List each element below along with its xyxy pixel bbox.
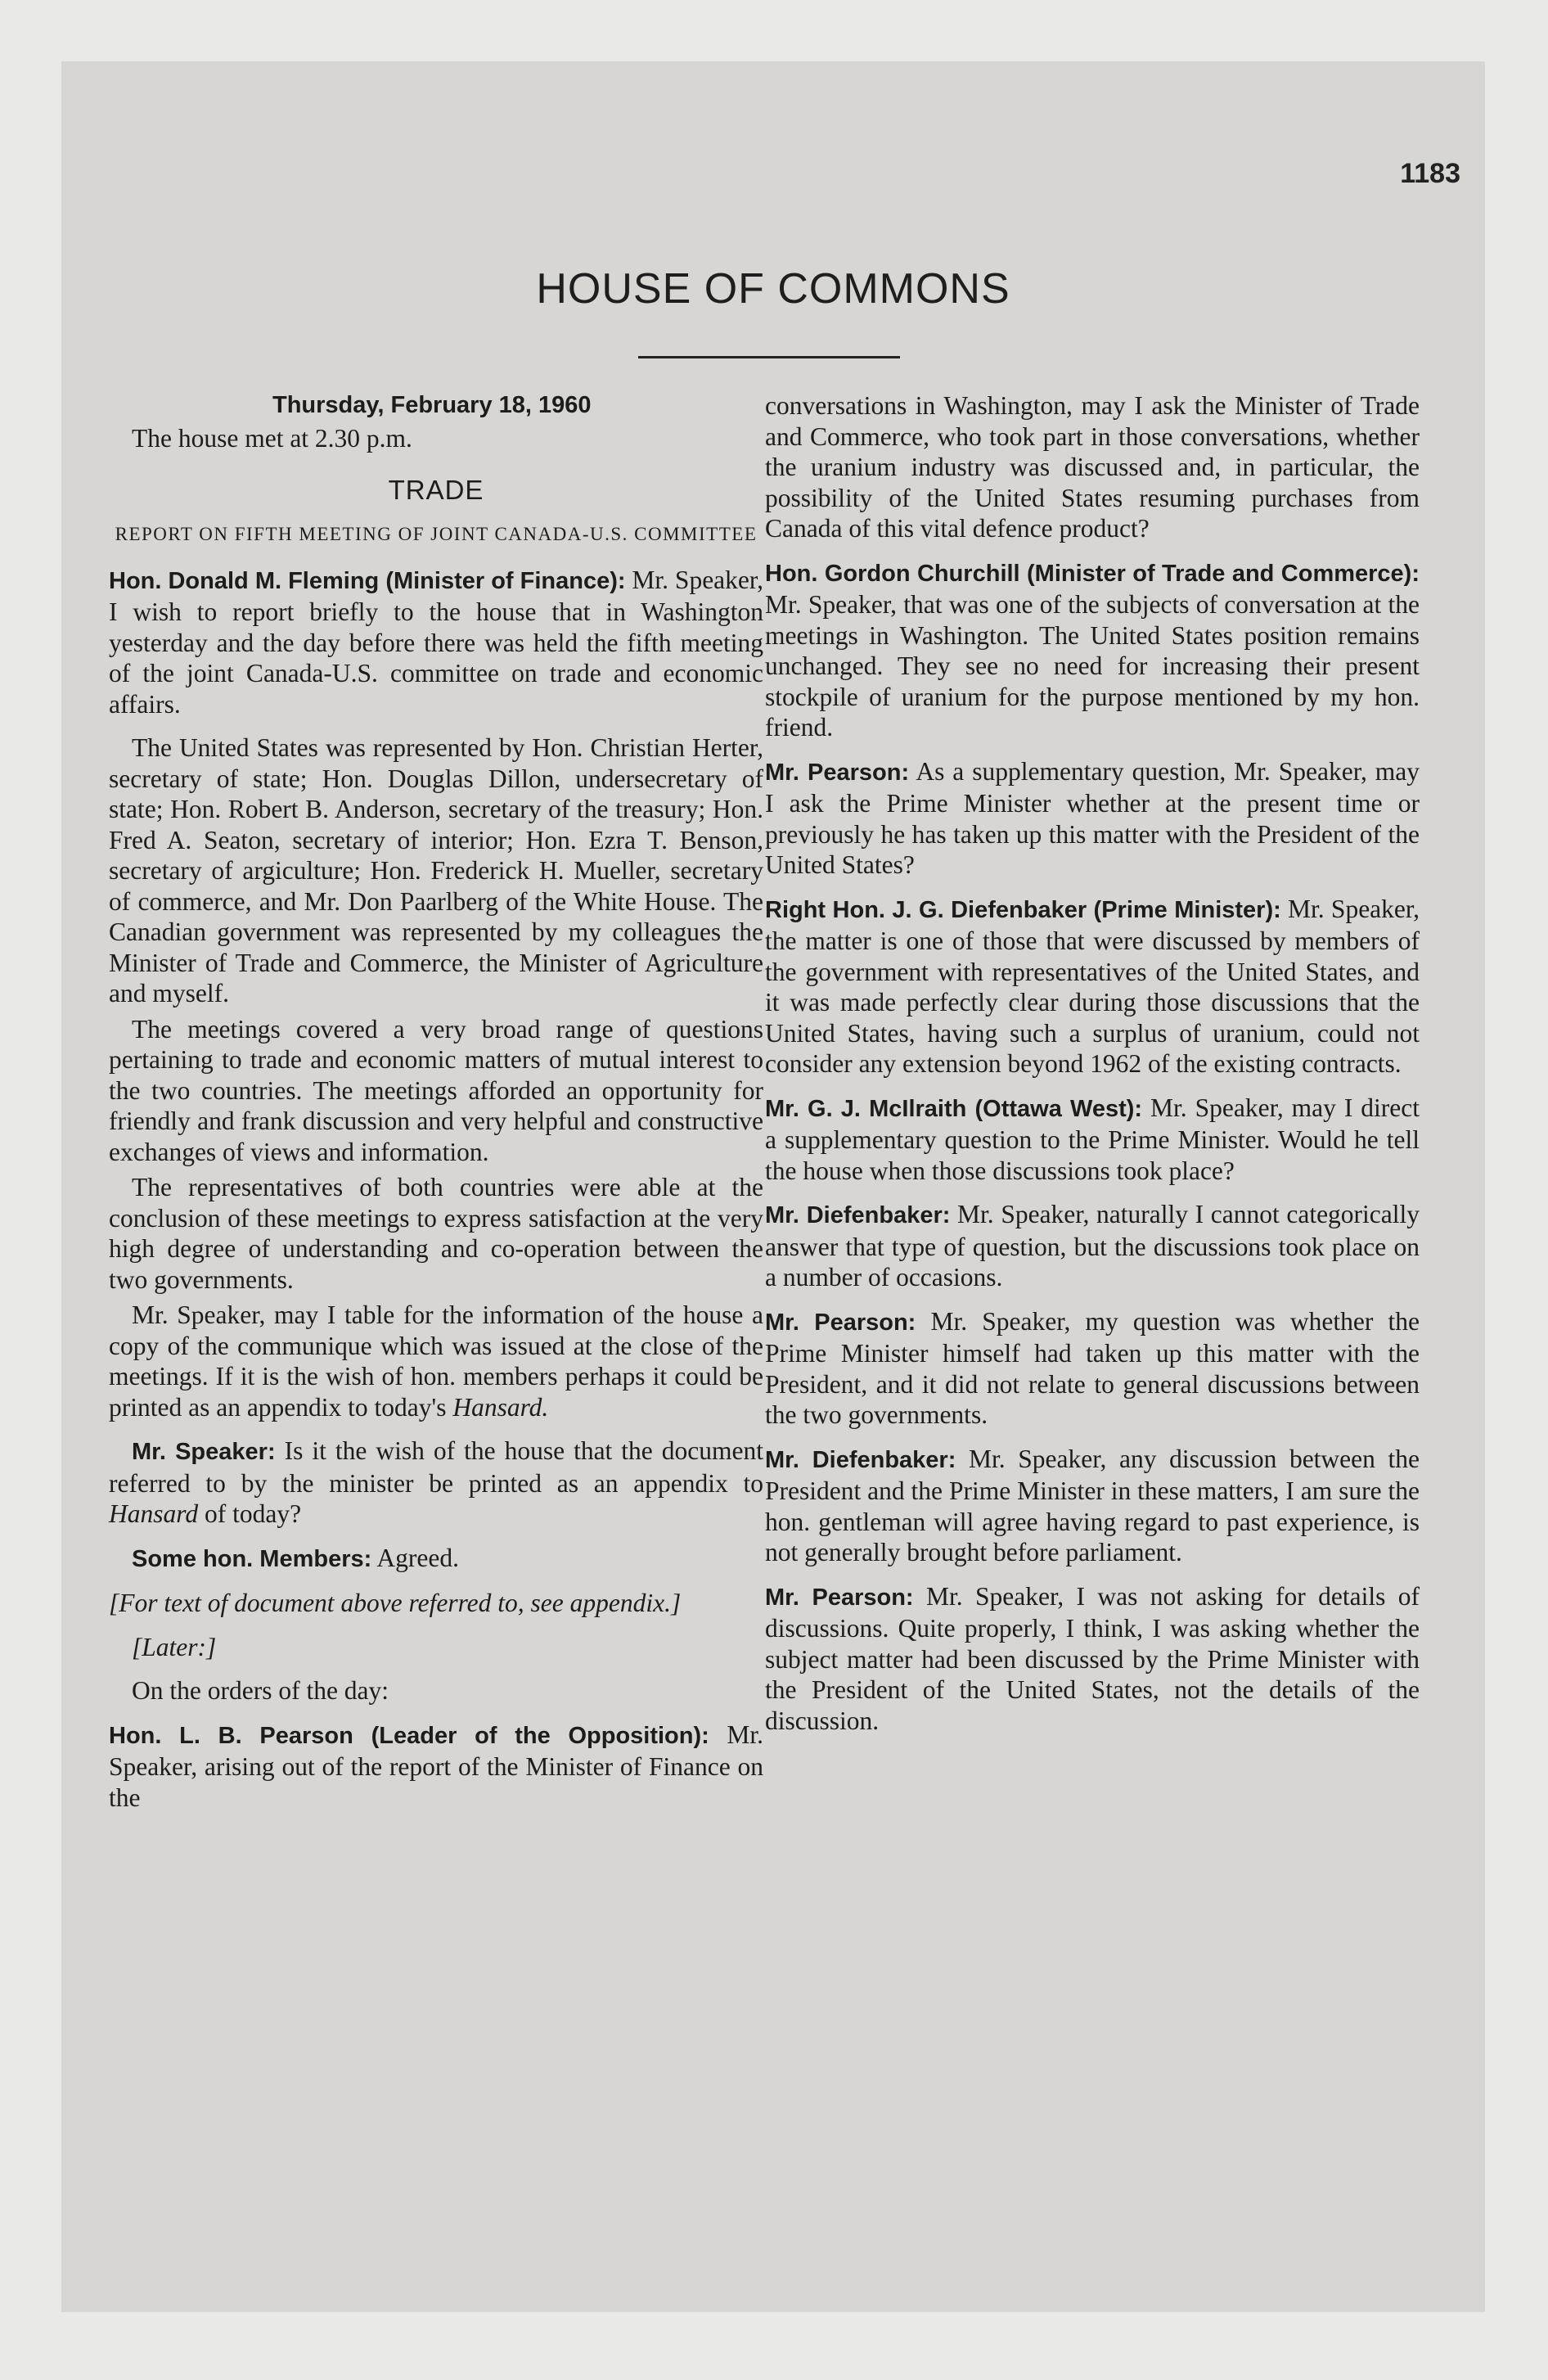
speech-text: Mr. Speaker, I was not asking for details of discussions. Quite properly, I think, I was asking whether the subject matter had been discussed by the Prime Minister with the President of the United States, not the details of the discussion. [765, 1581, 1420, 1735]
later-note: [Later:] [132, 1632, 217, 1661]
speech-paragraph [765, 1093, 1420, 1187]
sitting-date: Thursday, February 18, 1960 [272, 392, 592, 418]
speech-paragraph [765, 894, 1420, 1080]
editorial-note-text: [For text of document above referred to, see appendix.] [109, 1589, 682, 1617]
speaker-name: Hon. L. B. Pearson (Leader of the Opposition): [109, 1722, 709, 1749]
hansard-italic: Hansard. [452, 1392, 549, 1422]
speaker-name: Mr. Pearson: [765, 1584, 914, 1611]
speech-text: As a supplementary question, Mr. Speaker, may I ask the Prime Minister whether at the present time or previously he has taken up this matter with the President of the United States? [765, 756, 1420, 879]
speech-paragraph [109, 1436, 763, 1530]
speech-paragraph [765, 1444, 1420, 1568]
speech-text: Mr. Speaker, naturally I cannot categorically answer that type of question, but the discussions took place on a number of occasions. [765, 1200, 1420, 1291]
speech-paragraph: The United States was represented by Hon. Christian Herter, secretary of state; Hon. Douglas Dillon, undersecretary of state; Hon. Robert B. Anderson, secretary of the treasury; Hon. Fred A. Seaton, secretary of interior; Hon. Ezra T. Benson, secretary of argiculture; Hon. Frederick H. Mueller, secretary of commerce, and Mr. Don Paarlberg of the White House. The Canadian government was represented by my colleagues the Minister of Trade and Commerce, the Minister of Agriculture and myself. [109, 733, 763, 1007]
speech-text: Mr. Speaker, may I table for the information of the house a copy of the communique which was issued at the close of the meetings. If it is the wish of hon. members perhaps it could be printed as an appendix to today's [109, 1300, 763, 1422]
speech-text: Is it the wish of the house that the document referred to by the minister be printed as an appendix to [109, 1436, 763, 1498]
editorial-note [109, 1632, 763, 1663]
hansard-italic: Hansard [109, 1499, 199, 1528]
speaker-name: Mr. Speaker: [132, 1439, 276, 1465]
page-number: 1183 [1400, 158, 1460, 189]
speech-text: Mr. Speaker, may I direct a supplementary question to the Prime Minister. Would he tell the house when those discussions took place? [765, 1093, 1420, 1185]
speaker-name: Mr. Diefenbaker: [765, 1446, 956, 1473]
speaker-name: Some hon. Members: [132, 1545, 372, 1572]
speech-paragraph [109, 1543, 763, 1575]
speech-text: Mr. Speaker, I wish to report briefly to the house that in Washington yesterday and the day before there was held the fifth meeting of the joint Canada-U.S. committee on trade and economic affairs. [109, 565, 763, 719]
right-column [765, 390, 1420, 1749]
house-met-line: The house met at 2.30 p.m. [132, 423, 412, 453]
editorial-note [109, 1588, 763, 1619]
page-title: HOUSE OF COMMONS [536, 265, 1010, 313]
speech-paragraph: The meetings covered a very broad range of questions pertaining to trade and economic matters of mutual interest to the two countries. The meetings afforded an opportunity for friendly and frank discussion and very helpful and constructive exchanges of views and information. [109, 1014, 763, 1166]
title-rule [638, 356, 900, 358]
speech-text: Mr. Speaker, that was one of the subjects of conversation at the meetings in Washington. The United States position remains unchanged. They see no need for increasing their present stockpile of uranium for the purpose mentioned by my hon. friend. [765, 590, 1420, 741]
speaker-name: Hon. Gordon Churchill (Minister of Trade and Commerce): [765, 560, 1420, 587]
left-column [109, 390, 763, 1826]
speech-paragraph [109, 1300, 763, 1422]
speaker-name: Hon. Donald M. Fleming (Minister of Finance): [109, 567, 626, 594]
speech-text: Mr. Speaker, my question was whether the Prime Minister himself had taken up this matter with the President, and it did not relate to general discussions between the two governments. [765, 1306, 1420, 1429]
speech-paragraph [765, 557, 1420, 743]
speaker-name: Mr. Pearson: [765, 759, 910, 786]
speech-paragraph [765, 756, 1420, 881]
speaker-name: Mr. Pearson: [765, 1309, 916, 1336]
section-subheading: REPORT ON FIFTH MEETING OF JOINT CANADA-U.S. COMMITTEE [115, 523, 758, 544]
speech-text: Agreed. [376, 1543, 459, 1572]
speech-paragraph: The representatives of both countries were able at the conclusion of these meetings to express satisfaction at the very high degree of understanding and co-operation between the two governments. [109, 1173, 763, 1294]
speech-paragraph [765, 1199, 1420, 1293]
speech-text: Mr. Speaker, any discussion between the President and the Prime Minister in these matters, I am sure the hon. gentleman will agree having regard to past experience, is not generally brought before parliament. [765, 1444, 1420, 1566]
speaker-name: Mr. G. J. McIlraith (Ottawa West): [765, 1095, 1143, 1122]
page [61, 61, 1485, 2312]
speech-paragraph [765, 1306, 1420, 1431]
speech-paragraph: conversations in Washington, may I ask the Minister of Trade and Commerce, who took part in those conversations, whether the uranium industry was discussed and, in particular, the possibility of the United States resuming purchases from Canada of this vital defence product? [765, 391, 1420, 543]
speaker-name: Right Hon. J. G. Diefenbaker (Prime Minister): [765, 896, 1281, 923]
orders-of-day: On the orders of the day: [132, 1676, 389, 1705]
speaker-name: Mr. Diefenbaker: [765, 1202, 951, 1228]
speech-paragraph [109, 565, 763, 720]
speech-text: Mr. Speaker, arising out of the report of the Minister of Finance on the [109, 1720, 764, 1812]
section-heading: TRADE [388, 475, 484, 505]
speech-text: Mr. Speaker, the matter is one of those that were discussed by members of the government with representatives of the United States, and it was made perfectly clear during those discussions that the United States, having such a surplus of uranium, could not consider any extension beyond 1962 of the existing contracts. [765, 894, 1420, 1078]
speech-paragraph [765, 1581, 1420, 1737]
speech-paragraph [109, 1720, 763, 1814]
speech-text: of today? [204, 1499, 302, 1528]
